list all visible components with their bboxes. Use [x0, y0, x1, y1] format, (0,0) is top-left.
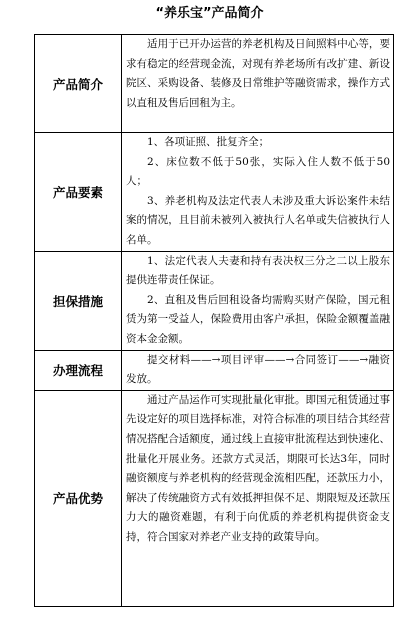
- row-label-guarantee: 担保措施: [35, 251, 122, 350]
- row-content-elements: [122, 133, 394, 252]
- process-paragraph: 提交材料——→项目评审——→合同签订——→融资发放。: [126, 353, 390, 386]
- table-row: [35, 251, 394, 350]
- table-row: [35, 390, 394, 606]
- page-title: “养乐宝”产品简介: [155, 6, 264, 21]
- intro-paragraph: 适用于已开办运营的养老机构及日间照料中心等，要求有稳定的经营现金流，对现有养老场所有改扩建、新设院区、采购设备、装修及日常维护等融资需求，操作方式以直租及售后回租为主。: [126, 38, 390, 109]
- row-label-intro: 产品简介: [35, 35, 122, 133]
- elements-paragraph-2: 2、床位数不低于50张，实际入住人数不低于50人；: [126, 155, 390, 188]
- table-row: [35, 133, 394, 252]
- advantage-paragraph: 通过产品运作可实现批量化审批。即国元租赁通过事先设定好的项目选择标准，对符合标准的项目结合其经营情况搭配合适额度，通过线上直接审批流程达到快速化、批量化开展业务。还款方式灵活，期限可长达3年，同时融资额度与养老机构的经营现金流相匹配，还款压力小，解决了传统融资方式有效抵押担保不足、期限短及还款压力大的融资难题，有利于向优质的养老机构提供资金支持，符合国家对养老产业支持的政策导向。: [126, 393, 390, 543]
- row-content-guarantee: [122, 251, 394, 350]
- row-content-process: [122, 350, 394, 390]
- row-label-elements: 产品要素: [35, 133, 122, 252]
- table-row: [35, 350, 394, 390]
- row-label-process: 办理流程: [35, 350, 122, 390]
- elements-paragraph-3: 3、养老机构及法定代表人未涉及重大诉讼案件未结案的情况，且目前未被列入被执行人名单或失信被执行人名单。: [126, 194, 390, 246]
- row-label-advantage: 产品优势: [35, 390, 122, 606]
- guarantee-paragraph-1: 1、法定代表人夫妻和持有表决权三分之二以上股东提供连带责任保证。: [126, 254, 390, 287]
- guarantee-paragraph-2: 2、直租及售后回租设备均需购买财产保险，国元租赁为第一受益人，保险费用由客户承担，保险金额覆盖融资本金金额。: [126, 293, 390, 345]
- row-content-intro: [122, 35, 394, 133]
- elements-paragraph-1: 1、各项证照、批复齐全；: [147, 136, 270, 148]
- product-table: [34, 34, 394, 607]
- row-content-advantage: [122, 390, 394, 606]
- table-row: [35, 35, 394, 133]
